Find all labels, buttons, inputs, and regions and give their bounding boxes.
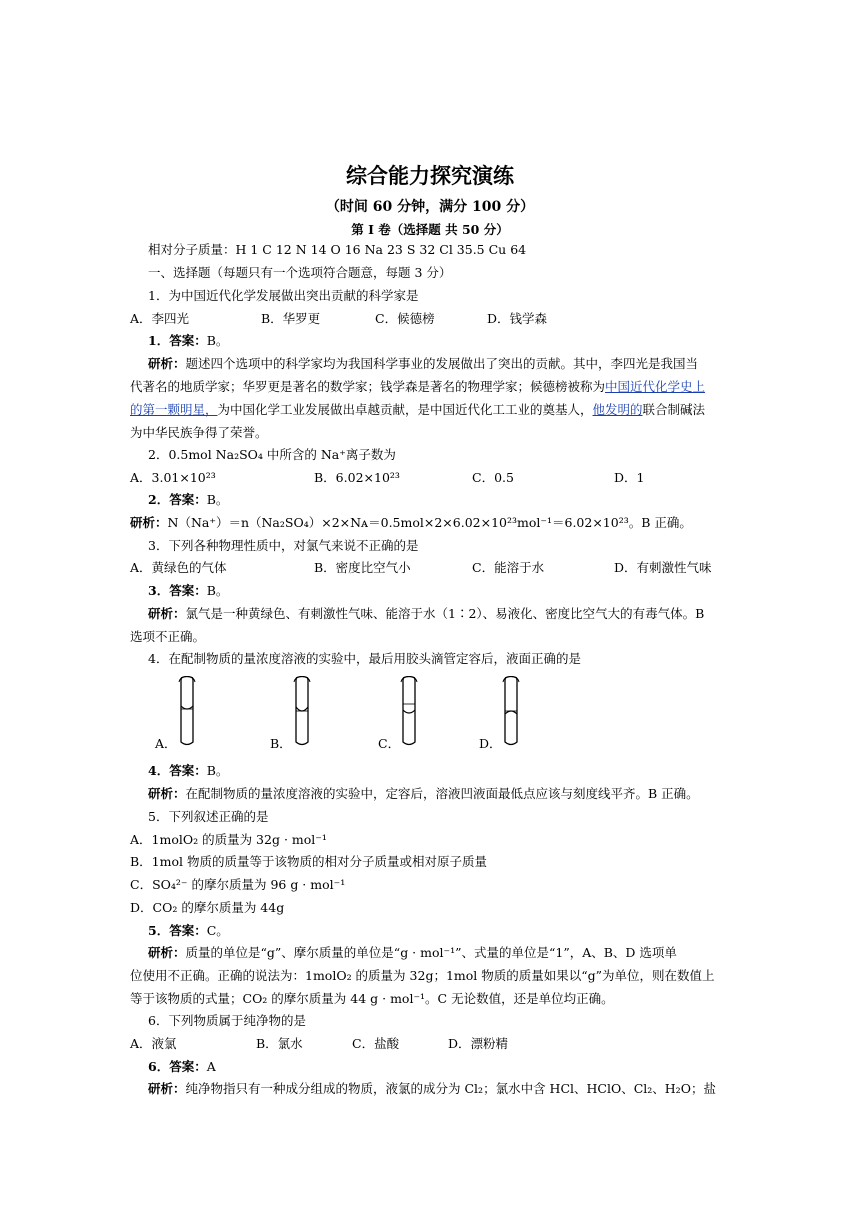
question-3-analysis-2: 选项不正确。 <box>130 629 206 644</box>
option-c: C． <box>378 736 401 751</box>
question-5-answer: 5．答案：C。 <box>148 923 229 938</box>
question-1-analysis-3: 的第一颗明星，为中国化学工业发展做出卓越贡献，是中国近代化工工业的奠基人，他发明的联合制碱法 <box>130 402 706 417</box>
option-b: B．1mol 物质的质量等于该物质的相对分子质量或相对原子质量 <box>130 854 487 869</box>
option-b: B．华罗更 <box>261 311 321 326</box>
option-a: A．李四光 <box>130 311 190 326</box>
page-title: 综合能力探究演练 <box>346 164 514 188</box>
volumetric-tube-d <box>500 676 522 748</box>
question-1-analysis-1: 研析：题述四个选项中的科学家均为我国科学事业的发展做出了突出的贡献。其中，李四光是我国当 <box>148 356 699 371</box>
option-c: C．候德榜 <box>375 311 435 326</box>
question-6-answer: 6．答案：A <box>148 1059 216 1074</box>
volumetric-tube-b <box>291 676 313 748</box>
option-c: C．能溶于水 <box>472 560 545 575</box>
question-2-answer: 2．答案：B。 <box>148 492 229 507</box>
question-1-analysis-2: 代著名的地质学家；华罗更是著名的数学家；钱学森是著名的物理学家；候德榜被称为中国近代化学史上 <box>130 379 706 394</box>
question-4-answer: 4．答案：B。 <box>148 763 229 778</box>
option-d: D．漂粉精 <box>448 1036 509 1051</box>
question-2-analysis: 研析：N（Na⁺）＝n（Na₂SO₄）×2×Nᴀ＝0.5mol×2×6.02×10²³mol⁻¹＝6.02×10²³。B 正确。 <box>130 515 692 530</box>
option-c: C．盐酸 <box>352 1036 400 1051</box>
option-a: A．1molO₂ 的质量为 32g · mol⁻¹ <box>130 832 327 847</box>
option-a: A． <box>155 736 177 751</box>
option-a: A．3.01×10²³ <box>130 470 216 485</box>
option-d: D．有刺激性气味 <box>614 560 712 575</box>
question-4-stem: 4．在配制物质的量浓度溶液的实验中，最后用胶头滴管定容后，液面正确的是 <box>148 651 581 666</box>
question-3-answer: 3．答案：B。 <box>148 583 229 598</box>
link-text[interactable]: 的第一颗明星， <box>130 402 218 417</box>
option-d: D．钱学森 <box>487 311 548 326</box>
option-d: D． <box>479 736 502 751</box>
volumetric-tube-c <box>398 676 420 748</box>
question-1-stem: 1．为中国近代化学发展做出突出贡献的科学家是 <box>148 288 419 303</box>
question-5-stem: 5．下列叙述正确的是 <box>148 809 269 824</box>
option-b: B． <box>270 736 292 751</box>
option-a: A．液氯 <box>130 1036 177 1051</box>
question-1-answer: 1．答案：B。 <box>148 333 229 348</box>
question-5-analysis-3: 等于该物质的式量；CO₂ 的摩尔质量为 44 g · mol⁻¹。C 无论数值，还是单位均正确。 <box>130 991 614 1006</box>
section-heading: 第 I 卷（选择题 共 50 分） <box>351 222 509 237</box>
question-5-analysis-2: 位使用不正确。正确的说法为：1molO₂ 的质量为 32g；1mol 物质的质量如果以“g”为单位，则在数值上 <box>130 968 715 983</box>
question-1-analysis-4: 为中华民族争得了荣誉。 <box>130 425 268 440</box>
part-heading: 一、选择题（每题只有一个选项符合题意，每题 3 分） <box>148 265 452 280</box>
question-6-analysis-1: 研析：纯净物指只有一种成分组成的物质，液氯的成分为 Cl₂；氯水中含 HCl、HClO、Cl₂、H₂O；盐 <box>148 1081 716 1096</box>
option-b: B．密度比空气小 <box>314 560 411 575</box>
option-d: D．1 <box>614 470 645 485</box>
link-text[interactable]: 中国近代化学史上 <box>605 379 706 394</box>
link-text[interactable]: 他发明的 <box>592 402 643 417</box>
page-subtitle: （时间 60 分钟，满分 100 分） <box>325 199 535 215</box>
question-3-stem: 3．下列各种物理性质中，对氯气来说不正确的是 <box>148 538 419 553</box>
option-a: A．黄绿色的气体 <box>130 560 227 575</box>
option-c: C．SO₄²⁻ 的摩尔质量为 96 g · mol⁻¹ <box>130 877 346 892</box>
question-5-analysis-1: 研析：质量的单位是“g”、摩尔质量的单位是“g · mol⁻¹”、式量的单位是“1”，A、B、D 选项单 <box>148 945 677 960</box>
option-b: B．氯水 <box>256 1036 303 1051</box>
question-3-analysis-1: 研析：氯气是一种黄绿色、有刺激性气味、能溶于水（1∶2）、易液化、密度比空气大的有毒气体。B <box>148 606 705 621</box>
volumetric-tube-a <box>176 676 198 748</box>
question-2-stem: 2．0.5mol Na₂SO₄ 中所含的 Na⁺离子数为 <box>148 447 396 462</box>
question-6-stem: 6．下列物质属于纯净物的是 <box>148 1013 306 1028</box>
option-b: B．6.02×10²³ <box>314 470 400 485</box>
question-4-analysis: 研析：在配制物质的量浓度溶液的实验中，定容后，溶液凹液面最低点应该与刻度线平齐。B 正确。 <box>148 786 699 801</box>
option-c: C．0.5 <box>472 470 514 485</box>
relative-masses: 相对分子质量：H 1 C 12 N 14 O 16 Na 23 S 32 Cl 35.5 Cu 64 <box>148 242 527 257</box>
option-d: D．CO₂ 的摩尔质量为 44g <box>130 900 285 915</box>
